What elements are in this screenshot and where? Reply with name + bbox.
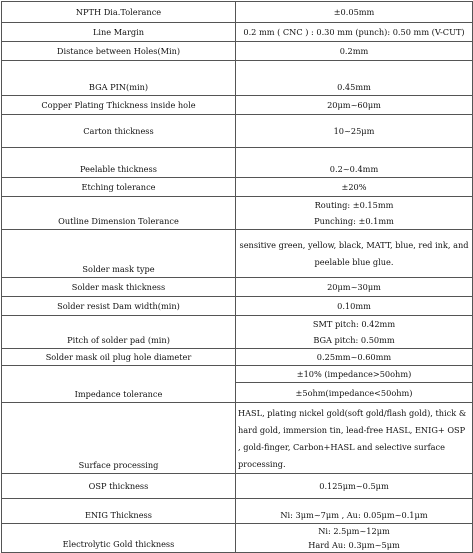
row-label: Solder mask type	[2, 230, 236, 278]
row-value: 0.10mm	[236, 297, 473, 316]
table-row	[2, 366, 473, 383]
row-value: 0.45mm	[236, 61, 473, 96]
row-label: Electrolytic Gold thickness	[2, 524, 236, 553]
table-row	[2, 499, 473, 524]
row-label: Impedance tolerance	[2, 366, 236, 403]
row-label: Solder mask oil plug hole diameter	[2, 349, 236, 366]
row-value: ±0.05mm	[236, 2, 473, 23]
row-label: Carton thickness	[2, 115, 236, 148]
row-value: SMT pitch: 0.42mm	[312, 319, 396, 329]
table-row	[2, 197, 473, 230]
table-row	[2, 403, 473, 474]
table-row	[2, 230, 473, 278]
row-value: HASL, plating nickel gold(soft gold/flash gold), thick & hard gold, immersion tin, lead-free HASL, ENIG+ OSP , gold-finger, Carbon+HASL and selective surface processing.	[236, 403, 473, 474]
table-row	[2, 23, 473, 42]
row-value: 20μm~30μm	[236, 278, 473, 297]
row-value: 0.2~0.4mm	[236, 148, 473, 178]
row-value: ±10% (impedance>50ohm)	[236, 366, 473, 383]
table-row	[2, 178, 473, 197]
table-row	[2, 278, 473, 297]
row-label: Surface processing	[2, 403, 236, 474]
table-row	[2, 349, 473, 366]
row-label: BGA PIN(min)	[2, 61, 236, 96]
row-label: Solder resist Dam width(min)	[2, 297, 236, 316]
table-row	[2, 316, 473, 349]
row-value-group	[236, 197, 473, 230]
table-row	[2, 96, 473, 115]
table-row	[2, 2, 473, 23]
row-value-group	[236, 524, 473, 553]
row-label: Etching tolerance	[2, 178, 236, 197]
row-label: Distance between Holes(Min)	[2, 42, 236, 61]
row-value: 10~25μm	[236, 115, 473, 148]
row-value: Ni: 3μm~7μm , Au: 0.05μm~0.1μm	[236, 499, 473, 524]
row-label: Copper Plating Thickness inside hole	[2, 96, 236, 115]
table-row	[2, 42, 473, 61]
row-value: BGA pitch: 0.50mm	[313, 335, 395, 345]
row-value: Ni: 2.5μm~12μm	[318, 526, 390, 536]
table-row	[2, 61, 473, 96]
row-label: ENIG Thickness	[2, 499, 236, 524]
row-value: 0.2mm	[236, 42, 473, 61]
row-value: 0.2 mm ( CNC ) : 0.30 mm (punch): 0.50 mm (V-CUT)	[236, 23, 473, 42]
row-value: 0.25mm~0.60mm	[236, 349, 473, 366]
row-label: NPTH Dia.Tolerance	[2, 2, 236, 23]
row-value: sensitive green, yellow, black, MATT, blue, red ink, and peelable blue glue.	[236, 230, 473, 278]
row-label: Line Margin	[2, 23, 236, 42]
table-row	[2, 474, 473, 499]
table-row	[2, 115, 473, 148]
table-row	[2, 524, 473, 553]
row-value: Punching: ±0.1mm	[314, 216, 394, 226]
row-value: Routing: ±0.15mm	[314, 200, 394, 210]
specification-table	[1, 1, 473, 553]
row-value: 20μm~60μm	[236, 96, 473, 115]
row-label: Solder mask thickness	[2, 278, 236, 297]
row-value: Hard Au: 0.3μm~5μm	[308, 540, 400, 550]
table-row	[2, 297, 473, 316]
row-value: ±20%	[236, 178, 473, 197]
row-label: Pitch of solder pad (min)	[2, 316, 236, 349]
row-label: Peelable thickness	[2, 148, 236, 178]
table-row	[2, 148, 473, 178]
row-label: OSP thickness	[2, 474, 236, 499]
row-value: 0.125μm~0.5μm	[236, 474, 473, 499]
row-value: ±5ohm(impedance<50ohm)	[236, 383, 473, 403]
row-value-group	[236, 316, 473, 349]
row-label: Outline Dimension Tolerance	[2, 197, 236, 230]
